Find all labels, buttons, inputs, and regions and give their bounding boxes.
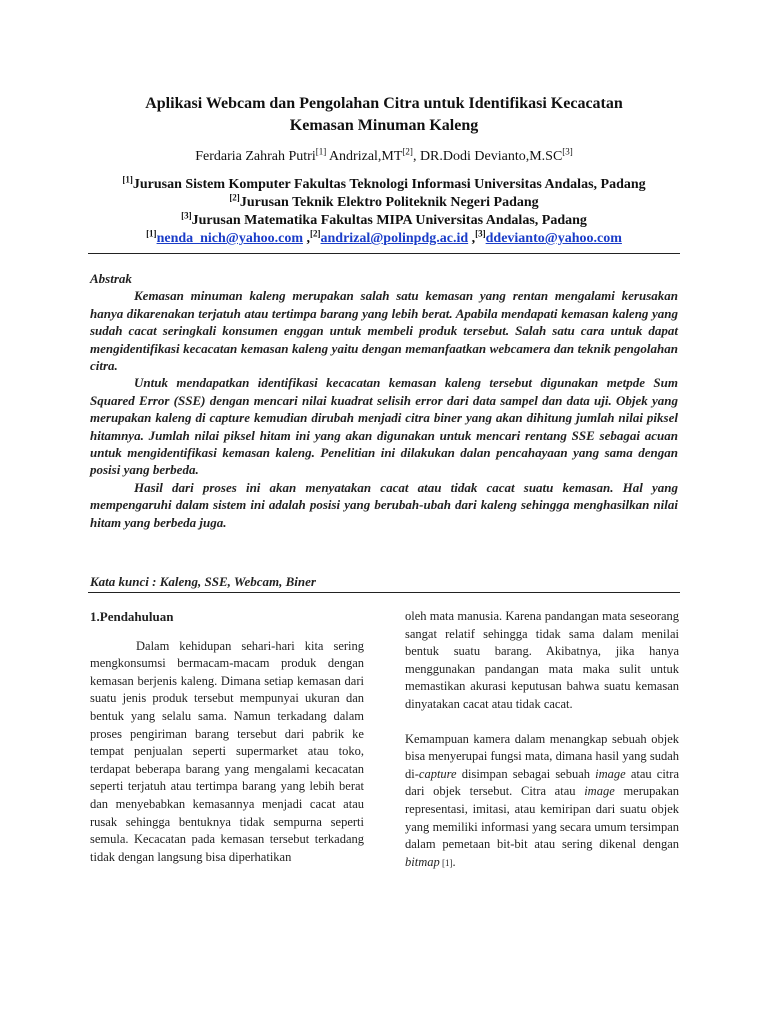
p2-text-g: merupakan representasi, imitasi, atau kemiripan dari suatu objek yang memiliki informasi yang secara umum tersimpan dalam pemetaan bit-bit atau sering dikenal dengan — [405, 784, 679, 852]
p2-end: . — [452, 854, 456, 869]
p2-term-bitmap: bitmap — [405, 854, 440, 869]
email-2-mark: [2] — [310, 228, 321, 239]
abstract-paragraph-2: Untuk mendapatkan identifikasi kecacatan kemasan kaleng tersebut digunakan metpde Sum Squared Error (SSE) dengan mencari nilai kuadrat selisih error dari data sampel dan data uji. Objek yang merupakan kaleng di capture kemudian dirubah menjadi citra biner yang akan dihitung jumlah nilai piksel hitamnya. Jumlah nilai piksel hitam ini yang akan digunakan untuk mencari rentang SSE sebagai acuan untuk mengidentifikasi kemasan kaleng. Penelitian ini dilakukan dalan pencahayaan yang sama dengan posisi yang berbeda. — [90, 375, 678, 478]
p2-term-image-2: image — [584, 784, 615, 799]
affiliation-1-text: Jurusan Sistem Komputer Fakultas Teknologi Informasi Universitas Andalas, Padang — [132, 177, 646, 192]
author-1-mark: [1] — [315, 146, 327, 157]
p2-text-c: disimpan sebagai sebuah — [456, 766, 596, 781]
email-sep-1: , — [303, 231, 310, 246]
title-line-1: Aplikasi Webcam dan Pengolahan Citra untuk Identifikasi Kecacatan — [145, 95, 623, 112]
paper-title — [90, 93, 678, 137]
p2-term-capture: capture — [418, 766, 457, 781]
author-3-mark: [3] — [562, 146, 573, 157]
author-2-mark: [2] — [402, 146, 413, 157]
citation-ref: [1] — [439, 857, 453, 868]
email-link-3[interactable]: ddevianto@yahoo.com — [485, 231, 622, 246]
abstract-paragraph-1: Kemasan minuman kaleng merupakan salah satu kemasan yang rentan mengalami kerusakan hanya dikarenakan terjatuh atau tertimpa barang yang lebih berat. Apabila mendapati kemasan kaleng yang sudah cacat seringkali konsumen enggan untuk membeli produk tersebut. Salah satu cara untuk dapat mengidentifikasi kecacatan kemasan kaleng yaitu dengan memanfaatkan webcamera dan teknik pengolahan citra. — [90, 288, 678, 374]
p2-term-image: image — [595, 766, 626, 781]
keywords-line: Kata kunci : Kaleng, SSE, Webcam, Biner — [90, 574, 316, 589]
author-list — [90, 148, 678, 166]
affiliation-block — [80, 176, 688, 248]
p2-text-e: atau citra dari objek tersebut. Citra atau — [405, 766, 679, 799]
intro-paragraph-continued: oleh mata manusia. Karena pandangan mata seseorang sangat relatif sehingga tidak sama dalam menilai bentuk suatu barang. Akibatnya, jika hanya menggunakan pandangan mata maka sulit untuk memastikan akurasi keputusan bahwa suatu kemasan dinyatakan cacat atau tidak cacat. — [405, 609, 679, 711]
affiliation-1 — [80, 176, 688, 194]
header-divider — [88, 253, 680, 254]
affiliation-2-text: Jurusan Teknik Elektro Politeknik Negeri Padang — [239, 195, 539, 210]
author-3: , DR.Dodi Devianto,M.SC — [412, 149, 563, 164]
author-1: Ferdaria Zahrah Putri — [195, 149, 316, 164]
author-2: Andrizal,MT — [326, 149, 403, 164]
p2-text-a: Kemampuan kamera dalam menangkap sebuah objek bisa menyerupai fungsi mata, dimana hasil yang sudah di- — [405, 731, 679, 781]
affiliation-3-text: Jurusan Matematika Fakultas MIPA Universitas Andalas, Padang — [191, 213, 587, 228]
section-heading: 1.Pendahuluan — [90, 609, 174, 624]
email-1-mark: [1] — [146, 228, 157, 239]
right-column — [405, 608, 679, 872]
left-column — [90, 608, 364, 866]
email-line — [80, 230, 688, 248]
email-sep-2: , — [468, 231, 476, 246]
email-link-2[interactable]: andrizal@polinpdg.ac.id — [320, 231, 469, 246]
affiliation-3-mark: [3] — [181, 210, 192, 221]
abstract-heading: Abstrak — [90, 271, 132, 286]
affiliation-3 — [80, 212, 688, 230]
affiliation-1-mark: [1] — [122, 174, 133, 185]
affiliation-2 — [80, 194, 688, 212]
intro-paragraph-1: Dalam kehidupan sehari-hari kita sering mengkonsumsi bermacam-macam produk dengan kemasan berjenis kaleng. Dimana setiap kemasan dari suatu jenis produk tersebut mempunyai ukuran dan bentuk yang selalu sama. Namun terkadang dalam proses pengiriman barang tersebut dari pabrik ke tempat penjualan seperti supermarket atau toko, terdapat beberapa barang yang mengalami kecacatan seperti terjatuh atau tertimpa barang yang lebih berat dan menyebabkan kemasannya menjadi cacat atau rusak sehingga bentuknya tidak sempurna seperti semula. Kecacatan pada kemasan tersebut terkadang tidak dengan langsung bisa diperhatikan — [90, 638, 364, 864]
title-line-2: Kemasan Minuman Kaleng — [289, 117, 479, 134]
keywords-divider — [88, 592, 680, 593]
abstract-paragraph-3: Hasil dari proses ini akan menyatakan cacat atau tidak cacat suatu kemasan. Hal yang mempengaruhi dalam sistem ini adalah posisi yang berubah-ubah dari kaleng sehingga menghasilkan nilai hitam yang berbeda juga. — [90, 479, 678, 530]
affiliation-2-mark: [2] — [229, 192, 240, 203]
email-3-mark: [3] — [475, 228, 486, 239]
abstract-section — [90, 270, 678, 531]
intro-paragraph-2 — [405, 731, 679, 873]
email-link-1[interactable]: nenda_nich@yahoo.com — [156, 231, 303, 246]
